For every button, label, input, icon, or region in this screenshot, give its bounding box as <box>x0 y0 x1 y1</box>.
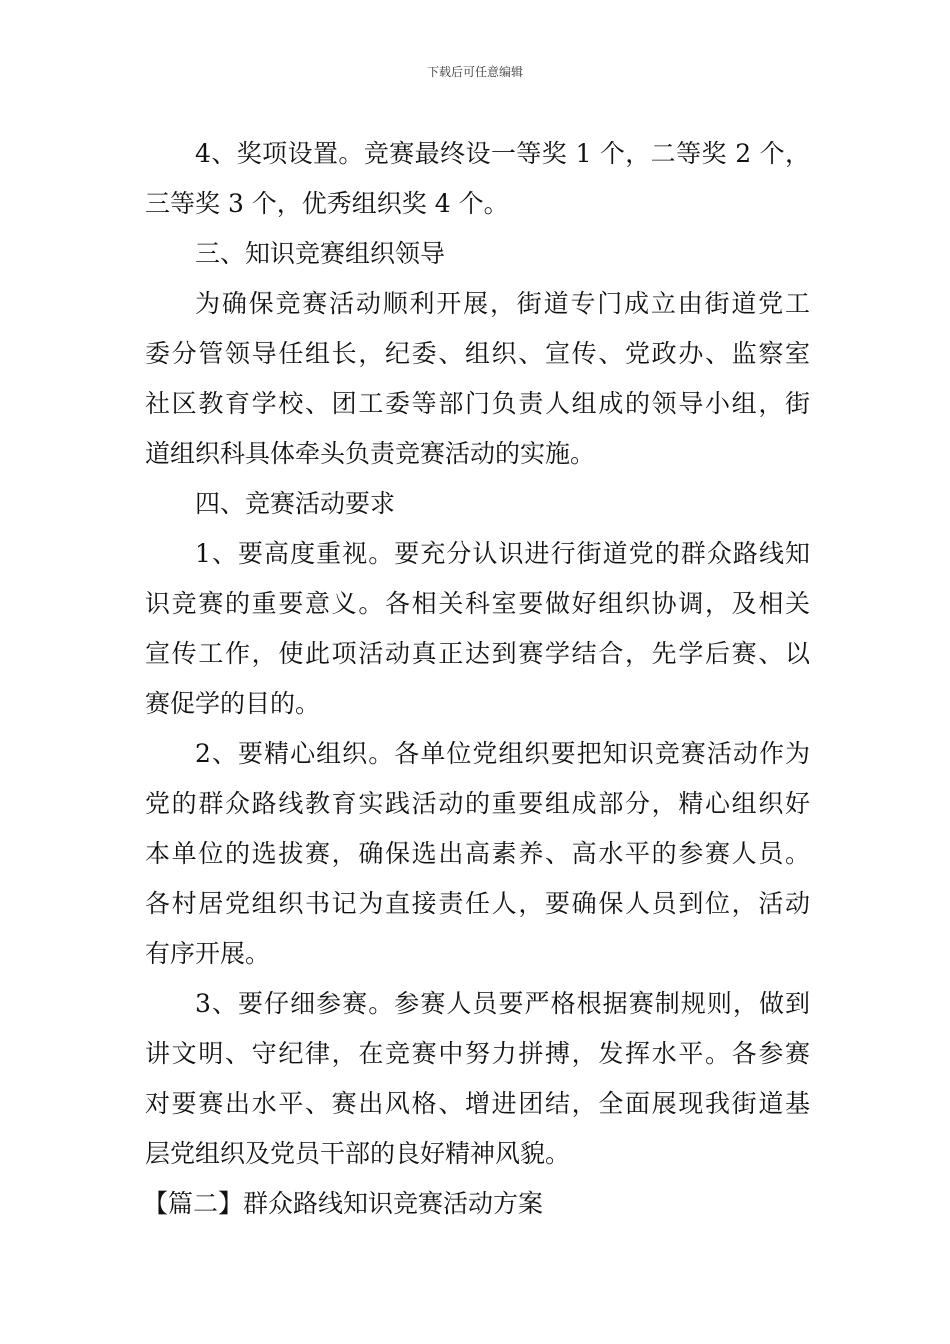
paragraph-line: 各村居党组织书记为直接责任人，要确保人员到位，活动 <box>145 889 810 918</box>
document-body <box>145 129 810 1229</box>
section-heading: 三、知识竞赛组织领导 <box>195 239 446 268</box>
paragraph-line: 赛促学的目的。 <box>145 689 321 718</box>
paragraph-line: 4、奖项设置。竞赛最终设一等奖 1 个，二等奖 2 个， <box>195 139 810 168</box>
paragraph-line: 1、要高度重视。要充分认识进行街道党的群众路线知 <box>195 539 810 568</box>
paragraph-line: 对要赛出水平、赛出风格、增进团结，全面展现我街道基 <box>145 1089 810 1118</box>
paragraph-line: 委分管领导任组长，纪委、组织、宣传、党政办、监察室 <box>145 339 810 368</box>
paragraph-line: 讲文明、守纪律，在竞赛中努力拼搏，发挥水平。各参赛 <box>145 1039 810 1068</box>
paragraph-line: 为确保竞赛活动顺利开展，街道专门成立由街道党工 <box>195 289 810 318</box>
article-title: 【篇二】群众路线知识竞赛活动方案 <box>143 1189 544 1218</box>
paragraph-line: 三等奖 3 个，优秀组织奖 4 个。 <box>145 189 509 218</box>
paragraph-line: 有序开展。 <box>145 939 271 968</box>
paragraph-line: 3、要仔细参赛。参赛人员要严格根据赛制规则，做到 <box>195 989 810 1018</box>
paragraph-line: 识竞赛的重要意义。各相关科室要做好组织协调，及相关 <box>145 589 810 618</box>
paragraph-line: 党的群众路线教育实践活动的重要组成部分，精心组织好 <box>145 789 810 818</box>
section-heading: 四、竞赛活动要求 <box>195 489 396 518</box>
paragraph-line: 社区教育学校、团工委等部门负责人组成的领导小组，街 <box>145 389 810 418</box>
paragraph-line: 本单位的选拔赛，确保选出高素养、高水平的参赛人员。 <box>145 839 810 868</box>
paragraph-line: 2、要精心组织。各单位党组织要把知识竞赛活动作为 <box>195 739 810 768</box>
paragraph-line: 层党组织及党员干部的良好精神风貌。 <box>145 1139 571 1168</box>
page-header: 下载后可任意编辑 <box>426 65 523 79</box>
paragraph-line: 道组织科具体牵头负责竞赛活动的实施。 <box>145 439 596 468</box>
paragraph-line: 宣传工作，使此项活动真正达到赛学结合，先学后赛、以 <box>145 639 810 668</box>
